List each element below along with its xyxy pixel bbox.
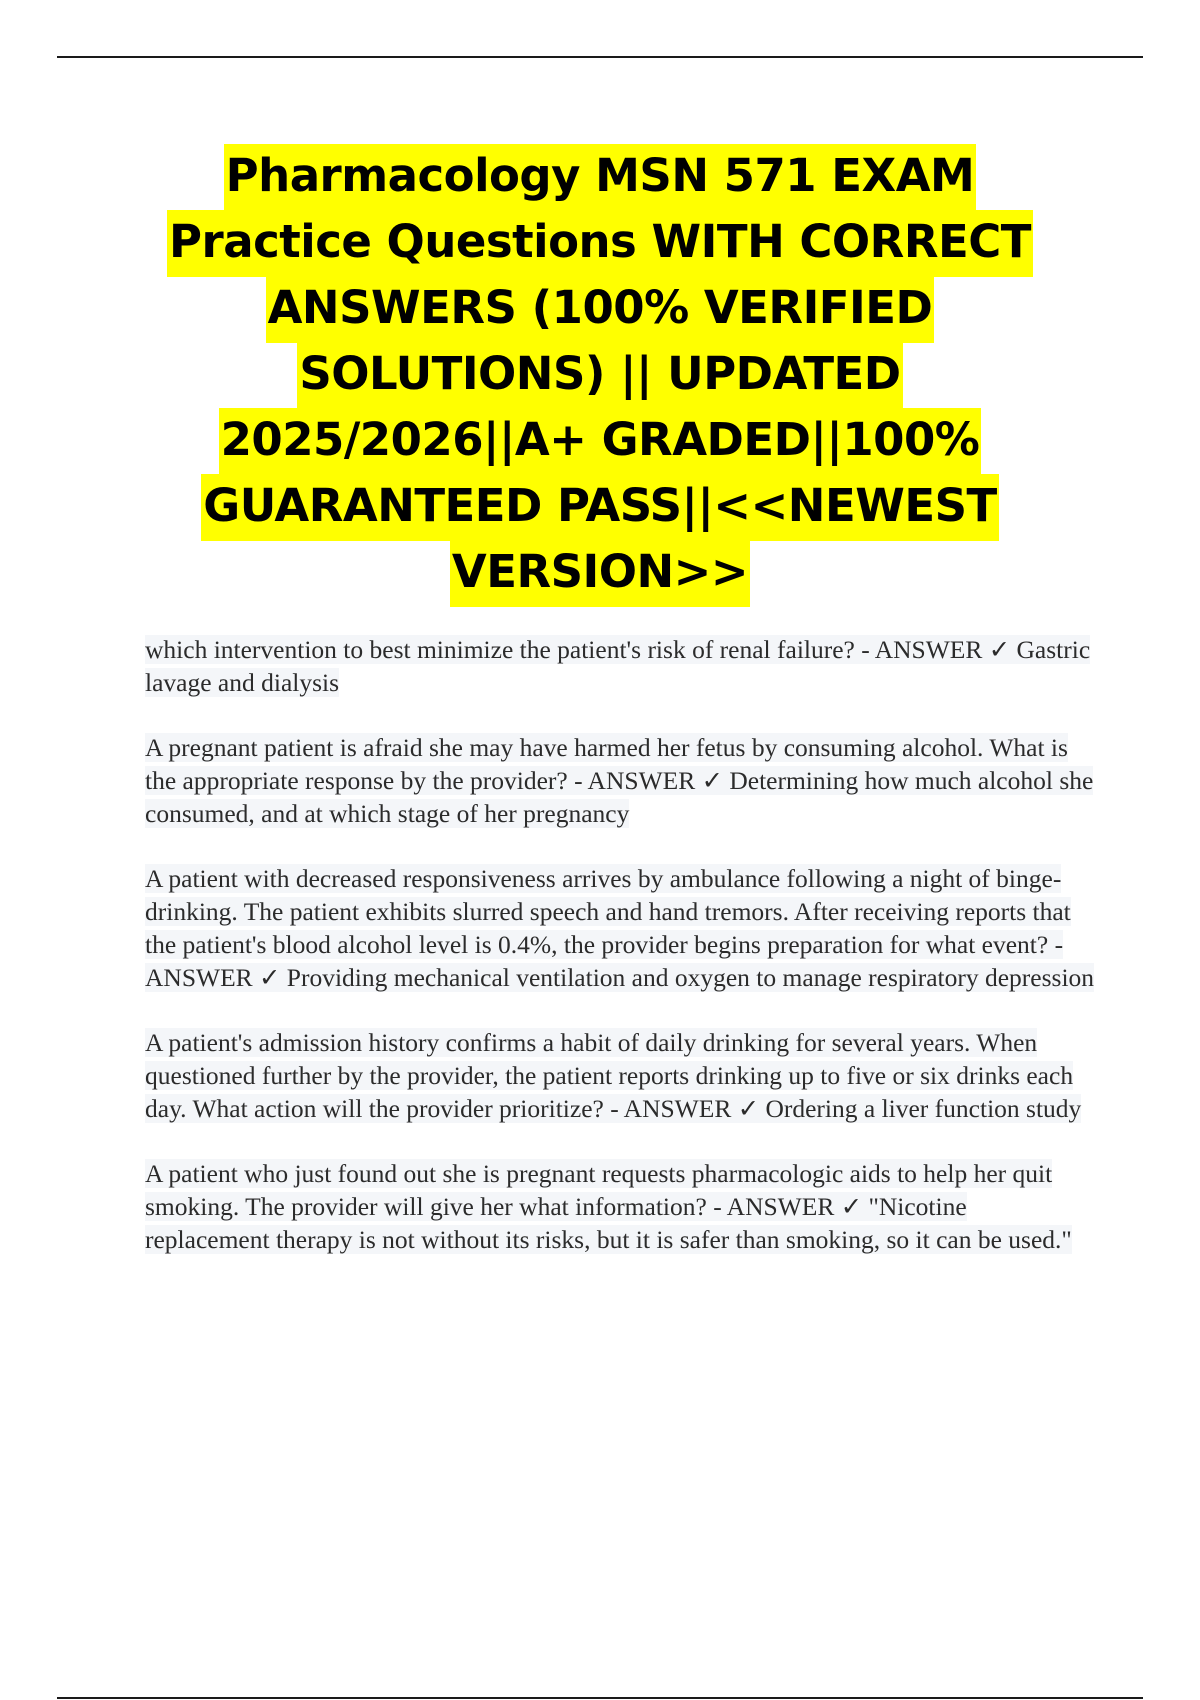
question-list <box>145 633 1095 1288</box>
question-answer-item <box>145 731 1095 830</box>
question-answer-text: A pregnant patient is afraid she may have harmed her fetus by consuming alcohol. What is the appropriate response by the provider? - ANSWER ✓ Determining how much alcohol she consumed, and at which stage of her pregnancy <box>145 733 1094 828</box>
document-title <box>160 143 1040 605</box>
question-answer-text: A patient who just found out she is pregnant requests pharmacologic aids to help her quit smoking. The provider will give her what information? - ANSWER ✓ "Nicotine replacement therapy is not without its risks, but it is safer than smoking, so it can be used." <box>145 1159 1072 1254</box>
question-answer-item <box>145 1026 1095 1125</box>
document-title-block <box>160 143 1040 605</box>
question-answer-text: which intervention to best minimize the patient's risk of renal failure? - ANSWER ✓ Gastric lavage and dialysis <box>145 635 1091 697</box>
question-answer-text: A patient with decreased responsiveness arrives by ambulance following a night of binge-drinking. The patient exhibits slurred speech and hand tremors. After receiving reports that the patient's blood alcohol level is 0.4%, the provider begins preparation for what event? - ANSWER ✓ Providing mechanical ventilation and oxygen to manage respiratory depression <box>145 864 1095 992</box>
question-answer-text: A patient's admission history confirms a habit of daily drinking for several years. When questioned further by the provider, the patient reports drinking up to five or six drinks each day. What action will the provider prioritize? - ANSWER ✓ Ordering a liver function study <box>145 1028 1082 1123</box>
bottom-rule <box>57 1697 1143 1699</box>
question-answer-item <box>145 862 1095 994</box>
question-answer-item <box>145 633 1095 699</box>
title-highlight: Pharmacology MSN 571 EXAM Practice Questions WITH CORRECT ANSWERS (100% VERIFIED SOLUTIONS) || UPDATED 2025/2026||A+ GRADED||100% GUARANTEED PASS||<<NEWEST VERSION>> <box>167 144 1033 607</box>
question-answer-item <box>145 1157 1095 1256</box>
top-rule <box>57 56 1143 58</box>
